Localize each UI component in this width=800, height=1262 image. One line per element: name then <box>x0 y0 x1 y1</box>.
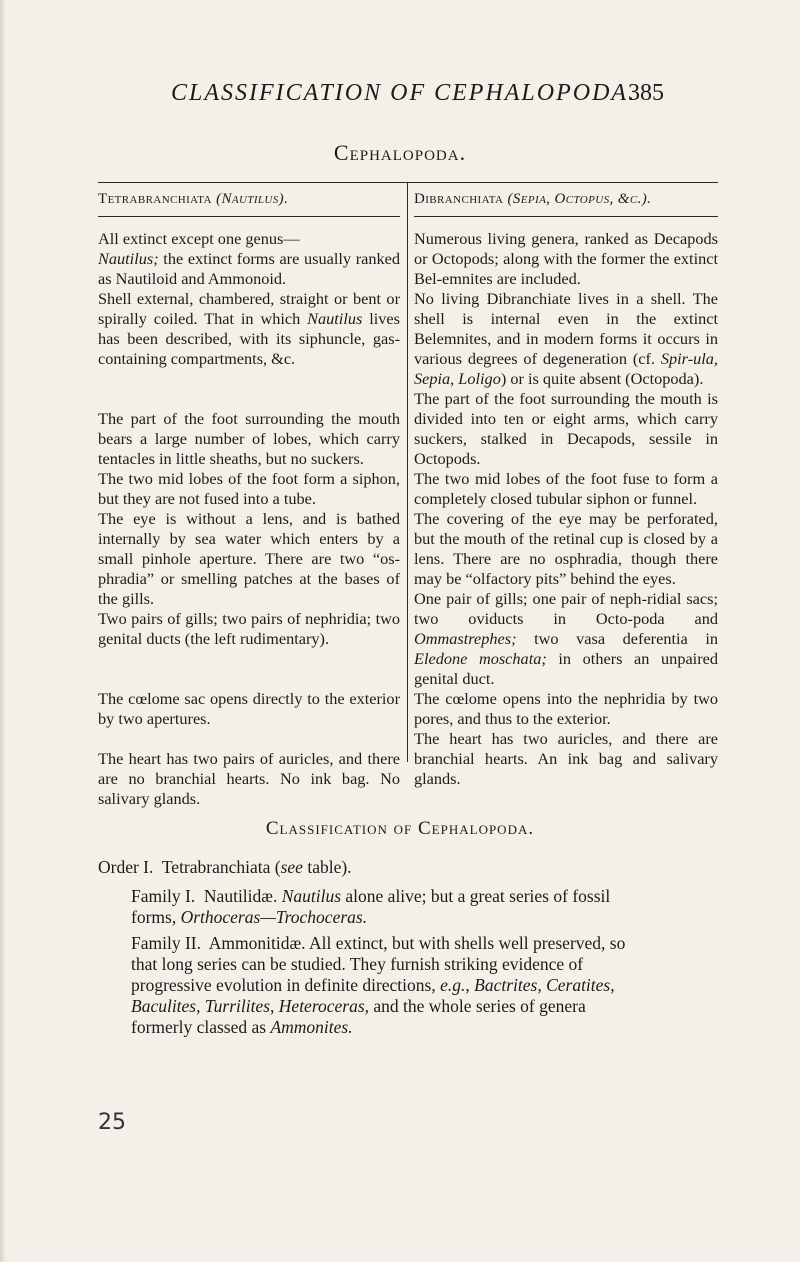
running-title: CLASSIFICATION OF CEPHALOPODA. <box>171 80 637 106</box>
tetrabranchiata-header <box>98 182 400 217</box>
right-paragraph-1: Numerous living genera, ranked as Decapods or Octopods; along with the former the extinct Bel-emnites are included. <box>414 229 718 288</box>
dibranchiata-column <box>414 182 718 789</box>
left-paragraph-4: The two mid lobes of the foot form a siphon, but they are not fused into a tube. <box>98 469 400 508</box>
header-genus: (Sepia, Octopus, &c.). <box>507 191 652 207</box>
order-label: Order I. <box>98 857 154 877</box>
running-head <box>0 80 800 120</box>
left-paragraph-6: Two pairs of gills; two pairs of nephridia; two genital ducts (the left rudimentary). <box>98 609 400 648</box>
right-paragraph-5: The covering of the eye may be perforated, but the mouth of the retinal cup is closed by a lens. There are no osphradia, though there may be “olfactory pits” behind the eyes. <box>414 509 718 588</box>
left-paragraph-5: The eye is without a lens, and is bathed internally by sea water which enters by a small pinhole aperture. There are two “os-phradia” or smelling patches at the bases of the gills. <box>98 509 400 608</box>
right-paragraph-8: The heart has two auricles, and there are branchial hearts. An ink bag and salivary glands. <box>414 729 718 788</box>
header-label: Tetrabranchiata <box>98 191 212 207</box>
tetrabranchiata-column <box>98 182 400 809</box>
family-2-label: Family II. <box>131 933 201 953</box>
section-title: Cephalopoda. <box>333 140 467 165</box>
right-paragraph-3: The part of the foot surrounding the mouth is divided into ten or eight arms, which carry suckers, stalked in Decapods, sessile in Octopods. <box>414 389 718 468</box>
right-paragraph-4: The two mid lobes of the foot fuse to form a completely closed tubular siphon or funnel. <box>414 469 718 508</box>
header-label: Dibranchiata <box>414 191 504 207</box>
left-paragraph-2: Shell external, chambered, straight or bent or spirally coiled. That in which Nautilus lives has been described, with its siphuncle, gas-containing compartments, &c. <box>98 289 400 368</box>
dibranchiata-header <box>414 182 718 217</box>
page-binding-shadow <box>0 0 6 1262</box>
left-paragraph-1: All extinct except one genus— Nautilus; the extinct forms are usually ranked as Nautiloid and Ammonoid. <box>98 229 400 288</box>
order-line: Order I. Tetrabranchiata (see table). <box>98 857 352 877</box>
right-paragraph-6: One pair of gills; one pair of neph-ridial sacs; two oviducts in Octo-poda and Ommastrephes; two vasa deferentia in Eledone moschata; in others an unpaired genital duct. <box>414 589 718 688</box>
family-1-label: Family I. <box>131 886 196 906</box>
signature-mark: 25 <box>98 1110 126 1135</box>
left-paragraph-3: The part of the foot surrounding the mouth bears a large number of lobes, which carry tentacles in little sheaths, but no suckers. <box>98 409 400 468</box>
right-paragraph-7: The cœlome opens into the nephridia by two pores, and thus to the exterior. <box>414 689 718 728</box>
family-2-entry: Family II. Ammonitidæ. All extinct, but with shells well preserved, so that long series can be studied. They furnish striking evidence of progressive evolution in definite directions, e.g., Bactrites, Ceratites, Baculites, Turrilites, Heteroceras, and the whole series of genera formerly classed as Ammonites. <box>131 933 626 1037</box>
column-divider <box>407 182 408 762</box>
left-paragraph-7: The cœlome sac opens directly to the exterior by two apertures. <box>98 689 400 728</box>
right-paragraph-2: No living Dibranchiate lives in a shell. The shell is internal even in the extinct Belemnites, and in modern forms it occurs in various degrees of degeneration (cf. Spir-ula, Sepia, Loligo) or is quite absent (Octopoda). <box>414 289 718 388</box>
classification-title: Classification of Cephalopoda. <box>265 818 535 839</box>
page-number: 385 <box>628 80 664 106</box>
header-genus: (Nautilus). <box>216 191 289 207</box>
left-paragraph-8: The heart has two pairs of auricles, and there are no branchial hearts. No ink bag. No salivary glands. <box>98 749 400 808</box>
family-1-entry: Family I. Nautilidæ. Nautilus alone alive; but a great series of fossil forms, Orthoceras—Trochoceras. <box>131 886 611 927</box>
